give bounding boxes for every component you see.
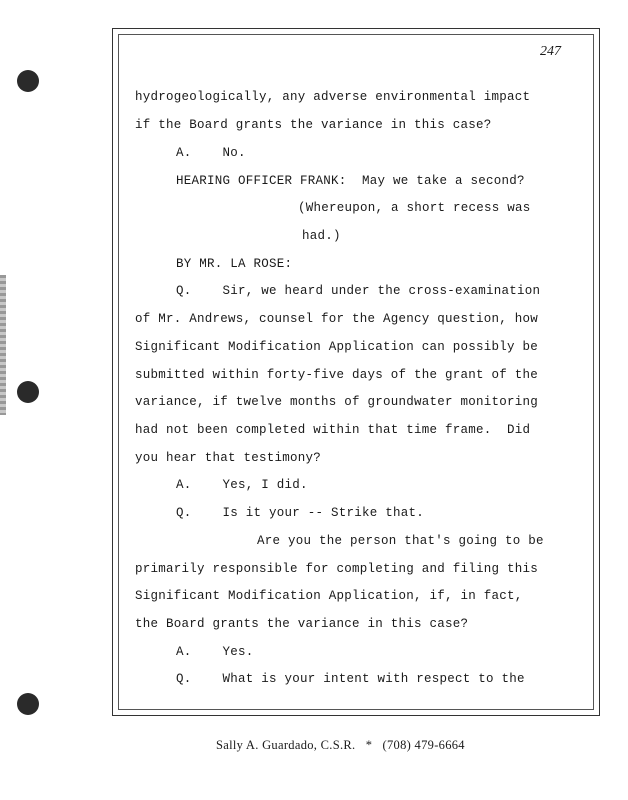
transcript-line: the Board grants the variance in this case? bbox=[135, 617, 469, 631]
transcript-line: A. Yes, I did. bbox=[176, 478, 308, 492]
transcript-line: submitted within forty-five days of the grant of the bbox=[135, 368, 539, 382]
transcript-line: had.) bbox=[302, 229, 341, 243]
binder-hole-middle bbox=[17, 381, 39, 403]
binder-hole-bottom bbox=[17, 693, 39, 715]
transcript-line: variance, if twelve months of groundwater monitoring bbox=[135, 395, 539, 409]
transcript-line: of Mr. Andrews, counsel for the Agency question, how bbox=[135, 312, 539, 326]
transcript-line: A. No. bbox=[176, 146, 246, 160]
scan-edge-mark bbox=[0, 275, 6, 415]
transcript-line: you hear that testimony? bbox=[135, 451, 322, 465]
transcript-line: BY MR. LA ROSE: bbox=[176, 257, 293, 271]
transcript-line: Are you the person that's going to be bbox=[257, 534, 544, 548]
transcript-line: hydrogeologically, any adverse environmental impact bbox=[135, 90, 531, 104]
transcript-line: Significant Modification Application can possibly be bbox=[135, 340, 539, 354]
transcript-line: Significant Modification Application, if, in fact, bbox=[135, 589, 523, 603]
transcript-line: HEARING OFFICER FRANK: May we take a second? bbox=[176, 174, 525, 188]
transcript-line: A. Yes. bbox=[176, 645, 254, 659]
transcript-line: (Whereupon, a short recess was bbox=[298, 201, 531, 215]
transcript-line: Q. Sir, we heard under the cross-examination bbox=[176, 284, 541, 298]
transcript-line: if the Board grants the variance in this case? bbox=[135, 118, 492, 132]
transcript-line: primarily responsible for completing and filing this bbox=[135, 562, 539, 576]
reporter-footer: Sally A. Guardado, C.S.R. * (708) 479-6664 bbox=[216, 738, 465, 752]
transcript-line: Q. What is your intent with respect to the bbox=[176, 672, 525, 686]
page-number: 247 bbox=[540, 44, 561, 59]
transcript-line: Q. Is it your -- Strike that. bbox=[176, 506, 425, 520]
binder-hole-top bbox=[17, 70, 39, 92]
transcript-line: had not been completed within that time frame. Did bbox=[135, 423, 531, 437]
